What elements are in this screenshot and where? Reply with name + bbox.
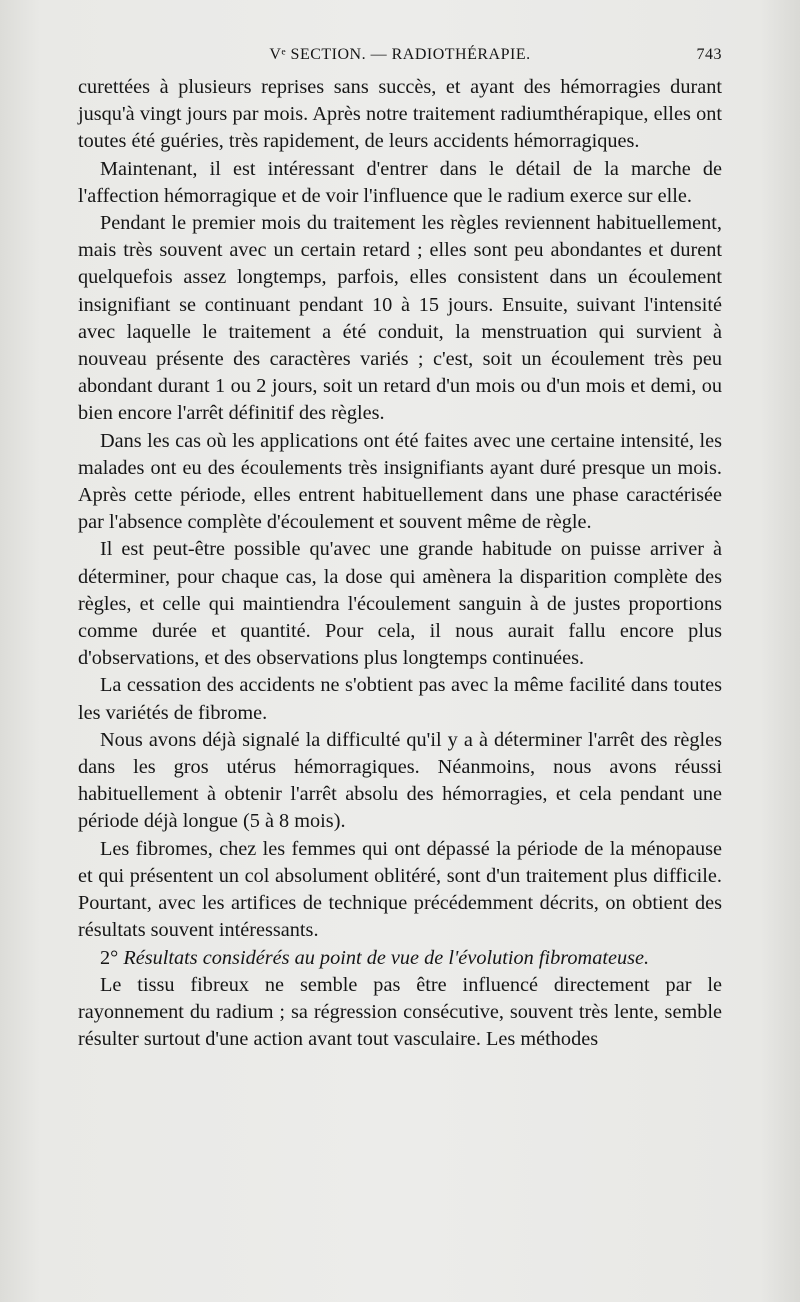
running-header <box>78 46 722 70</box>
paragraph-1: curettées à plusieurs reprises sans succès, et ayant des hémorragies durant jusqu'à vingt jours par mois. Après notre traitement radiumthérapique, elles ont toutes été guéries, très rapidement, de leurs accidents hémorragiques. <box>78 76 722 153</box>
paragraph-final: Le tissu fibreux ne semble pas être influencé directement par le rayonnement du radium ; sa régression consécutive, souvent très lente, semble résulter surtout d'une action avant tout vasculaire. Les méthodes <box>78 973 722 1051</box>
subheading-number: 2° <box>100 946 119 969</box>
paragraph-8: Les fibromes, chez les femmes qui ont dépassé la période de la ménopause et qui présentent un col absolument oblitéré, sont d'un traitement plus difficile. Pourtant, avec les artifices de technique précédemment décrits, on obtient des résultats souvent intéressants. <box>78 837 722 942</box>
paragraph-4: Dans les cas où les applications ont été faites avec une certaine intensité, les malades ont eu des écoulements très insignifiants ayant duré presque un mois. Après cette période, elles entrent habituellement dans une phase caractérisée par l'absence complète d'écoulement et souvent même de règle. <box>78 429 722 534</box>
paragraph-7: Nous avons déjà signalé la difficulté qu'il y a à déterminer l'arrêt des règles dans les gros utérus hémorragiques. Néanmoins, nous avons réussi habituellement à obtenir l'arrêt absolu des hémorragies, et cela pendant une période déjà longue (5 à 8 mois). <box>78 728 722 833</box>
paragraph-6: La cessation des accidents ne s'obtient pas avec la même facilité dans toutes les variétés de fibrome. <box>78 674 722 724</box>
paragraph-5: Il est peut-être possible qu'avec une grande habitude on puisse arriver à déterminer, pour chaque cas, la dose qui amènera la disparition complète des règles, et celle qui maintiendra l'écoulement sanguin à de justes proportions comme durée et quantité. Pour cela, il nous aurait fallu encore plus d'observations, et des observations plus longtemps continuées. <box>78 538 722 670</box>
page-number: 743 <box>696 46 722 63</box>
page-body <box>78 74 722 1053</box>
section-title: Vᵉ SECTION. — RADIOTHÉRAPIE. <box>269 46 531 63</box>
paragraph-2: Maintenant, il est intéressant d'entrer dans le détail de la marche de l'affection hémorragique et de voir l'influence que le radium exerce sur elle. <box>78 157 722 207</box>
paragraph-3: Pendant le premier mois du traitement les règles reviennent habituellement, mais très souvent avec un certain retard ; elles sont peu abondantes et durent quelquefois assez longtemps, parfois, elles consistent dans un écoulement insignifiant se continuant pendant 10 à 15 jours. Ensuite, suivant l'intensité avec laquelle le traitement a été conduit, la menstruation qui survient à nouveau présente des caractères variés ; c'est, soit un écoulement très peu abondant durant 1 ou 2 jours, soit un retard d'un mois ou d'un mois et demi, ou bien encore l'arrêt définitif des règles. <box>78 212 722 425</box>
subheading <box>78 945 722 972</box>
subheading-text: Résultats considérés au point de vue de l'évolution fibromateuse. <box>123 946 650 969</box>
